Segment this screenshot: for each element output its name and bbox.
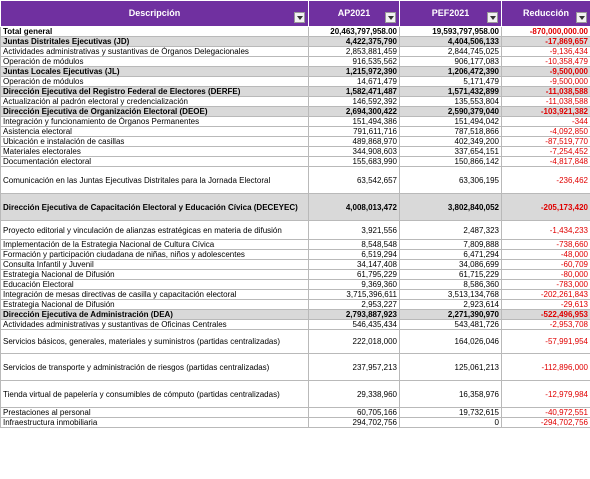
table-row — [1, 157, 590, 167]
row-ap2021: 151,494,386 — [309, 117, 400, 127]
row-ap2021: 1,215,972,390 — [309, 67, 400, 77]
table-body — [1, 27, 590, 428]
table-row — [1, 221, 590, 240]
row-description: Educación Electoral — [1, 280, 309, 290]
row-ap2021: 237,957,213 — [309, 354, 400, 381]
row-reduccion: -80,000 — [502, 270, 590, 280]
row-reduccion: -1,434,233 — [502, 221, 590, 240]
row-ap2021: 2,953,227 — [309, 300, 400, 310]
row-reduccion: -12,979,984 — [502, 381, 590, 408]
row-pef2021: 2,271,390,970 — [400, 310, 502, 320]
row-pef2021: 7,809,888 — [400, 240, 502, 250]
row-ap2021: 3,715,396,611 — [309, 290, 400, 300]
row-reduccion: -294,702,756 — [502, 418, 590, 428]
row-reduccion: -29,613 — [502, 300, 590, 310]
row-pef2021: 164,026,046 — [400, 330, 502, 354]
row-pef2021: 6,471,294 — [400, 250, 502, 260]
header-pef2021[interactable] — [400, 1, 502, 27]
row-description: Operación de módulos — [1, 57, 309, 67]
row-description: Proyecto editorial y vinculación de alianzas estratégicas en materia de difusión — [1, 221, 309, 240]
row-pef2021: 1,571,432,899 — [400, 87, 502, 97]
table-row — [1, 87, 590, 97]
row-reduccion: -60,709 — [502, 260, 590, 270]
row-pef2021: 151,494,042 — [400, 117, 502, 127]
row-ap2021: 6,519,294 — [309, 250, 400, 260]
row-ap2021: 916,535,562 — [309, 57, 400, 67]
row-reduccion: -7,254,452 — [502, 147, 590, 157]
row-description: Dirección Ejecutiva del Registro Federal de Electores (DERFE) — [1, 87, 309, 97]
row-description: Documentación electoral — [1, 157, 309, 167]
row-pef2021: 5,171,479 — [400, 77, 502, 87]
row-description: Actividades administrativas y sustantivas de Órganos Delegacionales — [1, 47, 309, 57]
row-ap2021: 2,853,881,459 — [309, 47, 400, 57]
row-ap2021: 1,582,471,487 — [309, 87, 400, 97]
table-row — [1, 107, 590, 117]
row-description: Estrategia Nacional de Difusión — [1, 270, 309, 280]
filter-dropdown-icon[interactable] — [385, 12, 396, 23]
table-row — [1, 77, 590, 87]
row-description: Comunicación en las Juntas Ejecutivas Distritales para la Jornada Electoral — [1, 167, 309, 194]
table-row — [1, 167, 590, 194]
row-ap2021: 61,795,229 — [309, 270, 400, 280]
row-reduccion: -202,261,843 — [502, 290, 590, 300]
row-description: Formación y participación ciudadana de niñas, niños y adolescentes — [1, 250, 309, 260]
row-description: Servicios básicos, generales, materiales y suministros (partidas centralizadas) — [1, 330, 309, 354]
table-row — [1, 117, 590, 127]
row-reduccion: -11,038,588 — [502, 87, 590, 97]
row-ap2021: 8,548,548 — [309, 240, 400, 250]
row-description: Juntas Distritales Ejecutivas (JD) — [1, 37, 309, 47]
row-ap2021: 146,592,392 — [309, 97, 400, 107]
row-ap2021: 14,671,479 — [309, 77, 400, 87]
header-descripcion-label: Descripción — [128, 8, 181, 18]
row-description: Dirección Ejecutiva de Organización Electoral (DEOE) — [1, 107, 309, 117]
row-pef2021: 2,844,745,025 — [400, 47, 502, 57]
row-ap2021: 222,018,000 — [309, 330, 400, 354]
row-ap2021: 9,369,360 — [309, 280, 400, 290]
row-reduccion: -522,496,953 — [502, 310, 590, 320]
row-pef2021: 8,586,360 — [400, 280, 502, 290]
table-row — [1, 280, 590, 290]
table-row — [1, 27, 590, 37]
row-reduccion: -236,462 — [502, 167, 590, 194]
row-reduccion: -9,500,000 — [502, 67, 590, 77]
header-descripcion[interactable] — [1, 1, 309, 27]
row-description: Servicios de transporte y administración de riesgos (partidas centralizadas) — [1, 354, 309, 381]
row-pef2021: 16,358,976 — [400, 381, 502, 408]
row-pef2021: 19,593,797,958.00 — [400, 27, 502, 37]
row-ap2021: 20,463,797,958.00 — [309, 27, 400, 37]
table-row — [1, 194, 590, 221]
row-reduccion: -4,817,848 — [502, 157, 590, 167]
row-pef2021: 2,923,614 — [400, 300, 502, 310]
row-reduccion: -103,921,382 — [502, 107, 590, 117]
row-ap2021: 4,422,375,790 — [309, 37, 400, 47]
table-row — [1, 310, 590, 320]
row-pef2021: 2,590,379,040 — [400, 107, 502, 117]
header-ap2021[interactable] — [309, 1, 400, 27]
table-row — [1, 300, 590, 310]
row-reduccion: -2,953,708 — [502, 320, 590, 330]
row-description: Estrategia Nacional de Difusión — [1, 300, 309, 310]
row-description: Integración de mesas directivas de casilla y capacitación electoral — [1, 290, 309, 300]
row-ap2021: 29,338,960 — [309, 381, 400, 408]
table-row — [1, 320, 590, 330]
row-pef2021: 906,177,083 — [400, 57, 502, 67]
row-description: Consulta Infantil y Juvenil — [1, 260, 309, 270]
row-pef2021: 19,732,615 — [400, 408, 502, 418]
row-reduccion: -11,038,588 — [502, 97, 590, 107]
row-description: Ubicación e instalación de casillas — [1, 137, 309, 147]
row-reduccion: -112,896,000 — [502, 354, 590, 381]
row-description: Infraestructura inmobiliaria — [1, 418, 309, 428]
table-row — [1, 270, 590, 280]
row-pef2021: 0 — [400, 418, 502, 428]
table-row — [1, 67, 590, 77]
row-ap2021: 2,694,300,422 — [309, 107, 400, 117]
row-ap2021: 155,683,990 — [309, 157, 400, 167]
row-pef2021: 2,487,323 — [400, 221, 502, 240]
table-row — [1, 47, 590, 57]
row-reduccion: -48,000 — [502, 250, 590, 260]
row-ap2021: 791,611,716 — [309, 127, 400, 137]
row-pef2021: 125,061,213 — [400, 354, 502, 381]
row-ap2021: 3,921,556 — [309, 221, 400, 240]
row-ap2021: 294,702,756 — [309, 418, 400, 428]
row-reduccion: -205,173,420 — [502, 194, 590, 221]
table-row — [1, 260, 590, 270]
table-row — [1, 330, 590, 354]
table-row — [1, 37, 590, 47]
row-description: Materiales electorales — [1, 147, 309, 157]
header-reduccion-label: Reducción — [522, 8, 569, 18]
row-reduccion: -9,136,434 — [502, 47, 590, 57]
row-description: Prestaciones al personal — [1, 408, 309, 418]
row-reduccion: -87,519,770 — [502, 137, 590, 147]
row-ap2021: 63,542,657 — [309, 167, 400, 194]
row-description: Tienda virtual de papelería y consumibles de cómputo (partidas centralizadas) — [1, 381, 309, 408]
row-reduccion: -783,000 — [502, 280, 590, 290]
row-reduccion: -57,991,954 — [502, 330, 590, 354]
row-ap2021: 489,868,970 — [309, 137, 400, 147]
table-row — [1, 57, 590, 67]
header-pef2021-label: PEF2021 — [431, 8, 470, 18]
row-pef2021: 543,481,726 — [400, 320, 502, 330]
table-row — [1, 354, 590, 381]
row-ap2021: 4,008,013,472 — [309, 194, 400, 221]
table-row — [1, 408, 590, 418]
table-row — [1, 418, 590, 428]
row-ap2021: 60,705,166 — [309, 408, 400, 418]
row-pef2021: 34,086,699 — [400, 260, 502, 270]
row-pef2021: 3,802,840,052 — [400, 194, 502, 221]
row-reduccion: -738,660 — [502, 240, 590, 250]
table-row — [1, 250, 590, 260]
table-row — [1, 381, 590, 408]
table-row — [1, 137, 590, 147]
row-ap2021: 546,435,434 — [309, 320, 400, 330]
row-reduccion: -344 — [502, 117, 590, 127]
row-pef2021: 402,349,200 — [400, 137, 502, 147]
table-row — [1, 147, 590, 157]
row-pef2021: 61,715,229 — [400, 270, 502, 280]
row-reduccion: -9,500,000 — [502, 77, 590, 87]
header-row — [1, 1, 590, 27]
row-reduccion: -10,358,479 — [502, 57, 590, 67]
row-description: Juntas Locales Ejecutivas (JL) — [1, 67, 309, 77]
row-description: Integración y funcionamiento de Órganos Permanentes — [1, 117, 309, 127]
table-row — [1, 97, 590, 107]
row-pef2021: 63,306,195 — [400, 167, 502, 194]
row-pef2021: 787,518,866 — [400, 127, 502, 137]
row-pef2021: 1,206,472,390 — [400, 67, 502, 77]
table-row — [1, 240, 590, 250]
row-reduccion: -40,972,551 — [502, 408, 590, 418]
table-row — [1, 127, 590, 137]
row-ap2021: 34,147,408 — [309, 260, 400, 270]
row-description: Asistencia electoral — [1, 127, 309, 137]
filter-dropdown-icon[interactable] — [487, 12, 498, 23]
row-description: Dirección Ejecutiva de Administración (DEA) — [1, 310, 309, 320]
row-pef2021: 150,866,142 — [400, 157, 502, 167]
row-reduccion: -17,869,657 — [502, 37, 590, 47]
row-description: Actividades administrativas y sustantivas de Oficinas Centrales — [1, 320, 309, 330]
row-pef2021: 337,654,151 — [400, 147, 502, 157]
table-row — [1, 290, 590, 300]
header-reduccion[interactable] — [502, 1, 590, 27]
row-description: Dirección Ejecutiva de Capacitación Electoral y Educación Cívica (DECEYEC) — [1, 194, 309, 221]
filter-dropdown-icon[interactable] — [576, 12, 587, 23]
row-description: Total general — [1, 27, 309, 37]
row-reduccion: -870,000,000.00 — [502, 27, 590, 37]
row-ap2021: 344,908,603 — [309, 147, 400, 157]
row-reduccion: -4,092,850 — [502, 127, 590, 137]
header-ap2021-label: AP2021 — [337, 8, 371, 18]
row-description: Implementación de la Estrategia Nacional de Cultura Cívica — [1, 240, 309, 250]
filter-dropdown-icon[interactable] — [294, 12, 305, 23]
row-pef2021: 3,513,134,768 — [400, 290, 502, 300]
row-description: Operación de módulos — [1, 77, 309, 87]
row-ap2021: 2,793,887,923 — [309, 310, 400, 320]
row-pef2021: 4,404,506,133 — [400, 37, 502, 47]
row-description: Actualización al padrón electoral y credencialización — [1, 97, 309, 107]
row-pef2021: 135,553,804 — [400, 97, 502, 107]
